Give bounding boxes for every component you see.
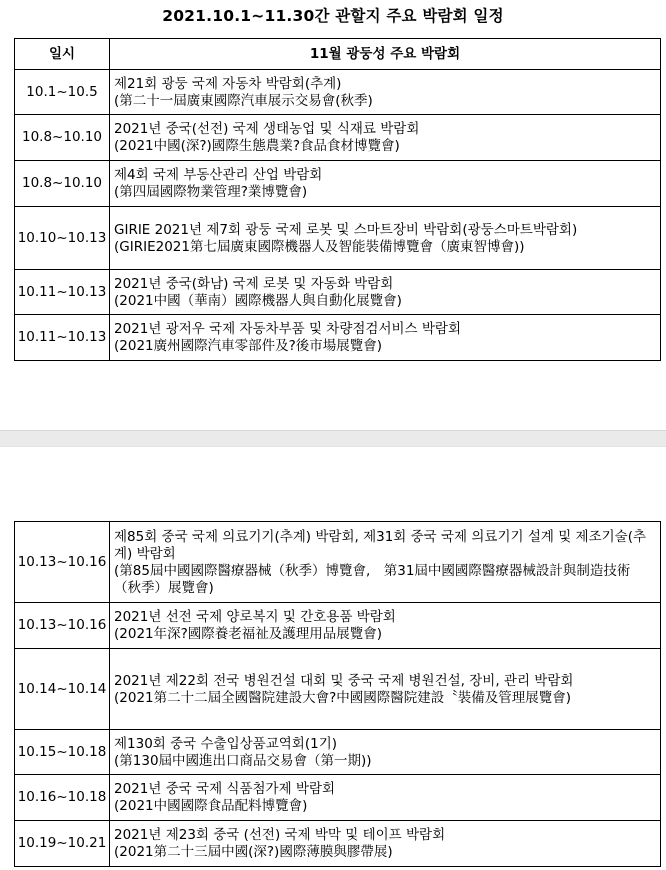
event-name-chinese: (第二十一屆廣東國際汽車展示交易會(秋季) — [114, 92, 373, 109]
event-name-korean: 제4회 국제 부동산관리 산업 박람회 — [114, 167, 323, 183]
event-name-korean: 2021년 중국(선전) 국제 생태농업 및 식재료 박람회 — [114, 121, 420, 137]
row-date: 10.14~10.14 — [15, 649, 110, 730]
row-date: 10.10~10.13 — [15, 207, 110, 270]
table-row — [15, 161, 661, 207]
event-name-korean: GIRIE 2021년 제7회 광둥 국제 로봇 및 스마트장비 박람회(광둥스마트박람회) — [114, 221, 578, 238]
table-row — [15, 821, 661, 867]
event-name-korean: 2021년 제22회 전국 병원건설 대회 및 중국 국제 병원건설, 장비, 관리 박람회 — [114, 672, 574, 689]
exhibition-schedule-table-continued — [14, 521, 661, 867]
row-event — [110, 161, 661, 207]
header-event: 11월 광둥성 주요 박람회 — [110, 39, 661, 70]
event-name-chinese: (2021年深?國際養老福祉及護理用品展覽會) — [114, 626, 383, 642]
event-name-korean: 제85회 중국 국제 의료기기(추계) 박람회, 제31회 중국 국제 의료기기 설계 및 제조기술(추계) 박람회 — [114, 528, 647, 562]
row-date: 10.16~10.18 — [15, 775, 110, 821]
row-date: 10.19~10.21 — [15, 821, 110, 867]
row-date: 10.1~10.5 — [15, 70, 110, 115]
row-date: 10.13~10.16 — [15, 522, 110, 603]
page-separator — [0, 430, 666, 447]
row-event — [110, 730, 661, 775]
event-name-chinese: (第130屆中國進出口商品交易會（第一期)) — [114, 752, 372, 769]
row-event — [110, 522, 661, 603]
event-name-korean: 제130회 중국 수출입상품교역회(1기) — [114, 735, 338, 752]
row-event — [110, 775, 661, 821]
event-name-chinese: (2021第二十二屆全國醫院建設大會?中國國際醫院建設〝裝備及管理展覽會) — [114, 689, 572, 706]
event-name-korean: 2021년 광저우 국제 자동차부품 및 차량점검서비스 박람회 — [114, 321, 462, 337]
row-date: 10.8~10.10 — [15, 161, 110, 207]
table-row — [15, 775, 661, 821]
event-name-chinese: (2021中國(深?)國際生態農業?食品食材博覽會) — [114, 138, 400, 154]
event-name-chinese: (GIRIE2021第七屆廣東國際機器人及智能裝備博覽會（廣東智博會)) — [114, 238, 525, 255]
document-page-2 — [0, 447, 666, 870]
event-name-korean: 2021년 중국 국제 식품첨가제 박람회 — [114, 781, 336, 797]
row-event — [110, 270, 661, 315]
document-title: 2021.10.1~11.30간 관할지 주요 박람회 일정 — [162, 7, 504, 25]
header-date: 일시 — [15, 39, 110, 70]
event-name-chinese: (2021中國國際食品配料博覽會) — [114, 798, 308, 814]
row-date: 10.8~10.10 — [15, 115, 110, 161]
table-row — [15, 207, 661, 270]
event-name-chinese: (2021中國（華南）國際機器人與自動化展覽會) — [114, 292, 402, 309]
row-date: 10.15~10.18 — [15, 730, 110, 775]
row-event — [110, 649, 661, 730]
row-event — [110, 70, 661, 115]
exhibition-schedule-table — [14, 38, 661, 361]
row-event — [110, 207, 661, 270]
document-page-1 — [0, 0, 666, 430]
table-row — [15, 115, 661, 161]
table-row — [15, 270, 661, 315]
table-row — [15, 649, 661, 730]
event-name-chinese: (第四屆國際物業管理?業博覽會) — [114, 184, 308, 200]
row-date: 10.13~10.16 — [15, 603, 110, 649]
table-row — [15, 70, 661, 115]
table-row — [15, 730, 661, 775]
row-date: 10.11~10.13 — [15, 270, 110, 315]
row-event — [110, 315, 661, 361]
event-name-korean: 2021년 중국(화남) 국제 로봇 및 자동화 박람회 — [114, 275, 394, 292]
event-name-korean: 제21회 광둥 국제 자동차 박람회(추계) — [114, 75, 342, 92]
event-name-korean: 2021년 선전 국제 양로복지 및 간호용품 박람회 — [114, 609, 396, 625]
event-name-chinese: (2021廣州國際汽車零部件及?後市場展覽會) — [114, 338, 383, 354]
row-date: 10.11~10.13 — [15, 315, 110, 361]
table-header-row — [15, 39, 661, 70]
table-row — [15, 315, 661, 361]
row-event — [110, 603, 661, 649]
table-row — [15, 522, 661, 603]
row-event — [110, 821, 661, 867]
event-name-korean: 2021년 제23회 중국 (선전) 국제 박막 및 테이프 박람회 — [114, 827, 446, 843]
row-event — [110, 115, 661, 161]
table-row — [15, 603, 661, 649]
event-name-chinese: (2021第二十三屆中國(深?)國際薄膜與膠帶展) — [114, 844, 393, 860]
event-name-chinese: (第85屆中國國際醫療器械（秋季）博覽會, 第31屆中國國際醫療器械設計與制造技術（秋季）展覽會) — [114, 562, 631, 596]
